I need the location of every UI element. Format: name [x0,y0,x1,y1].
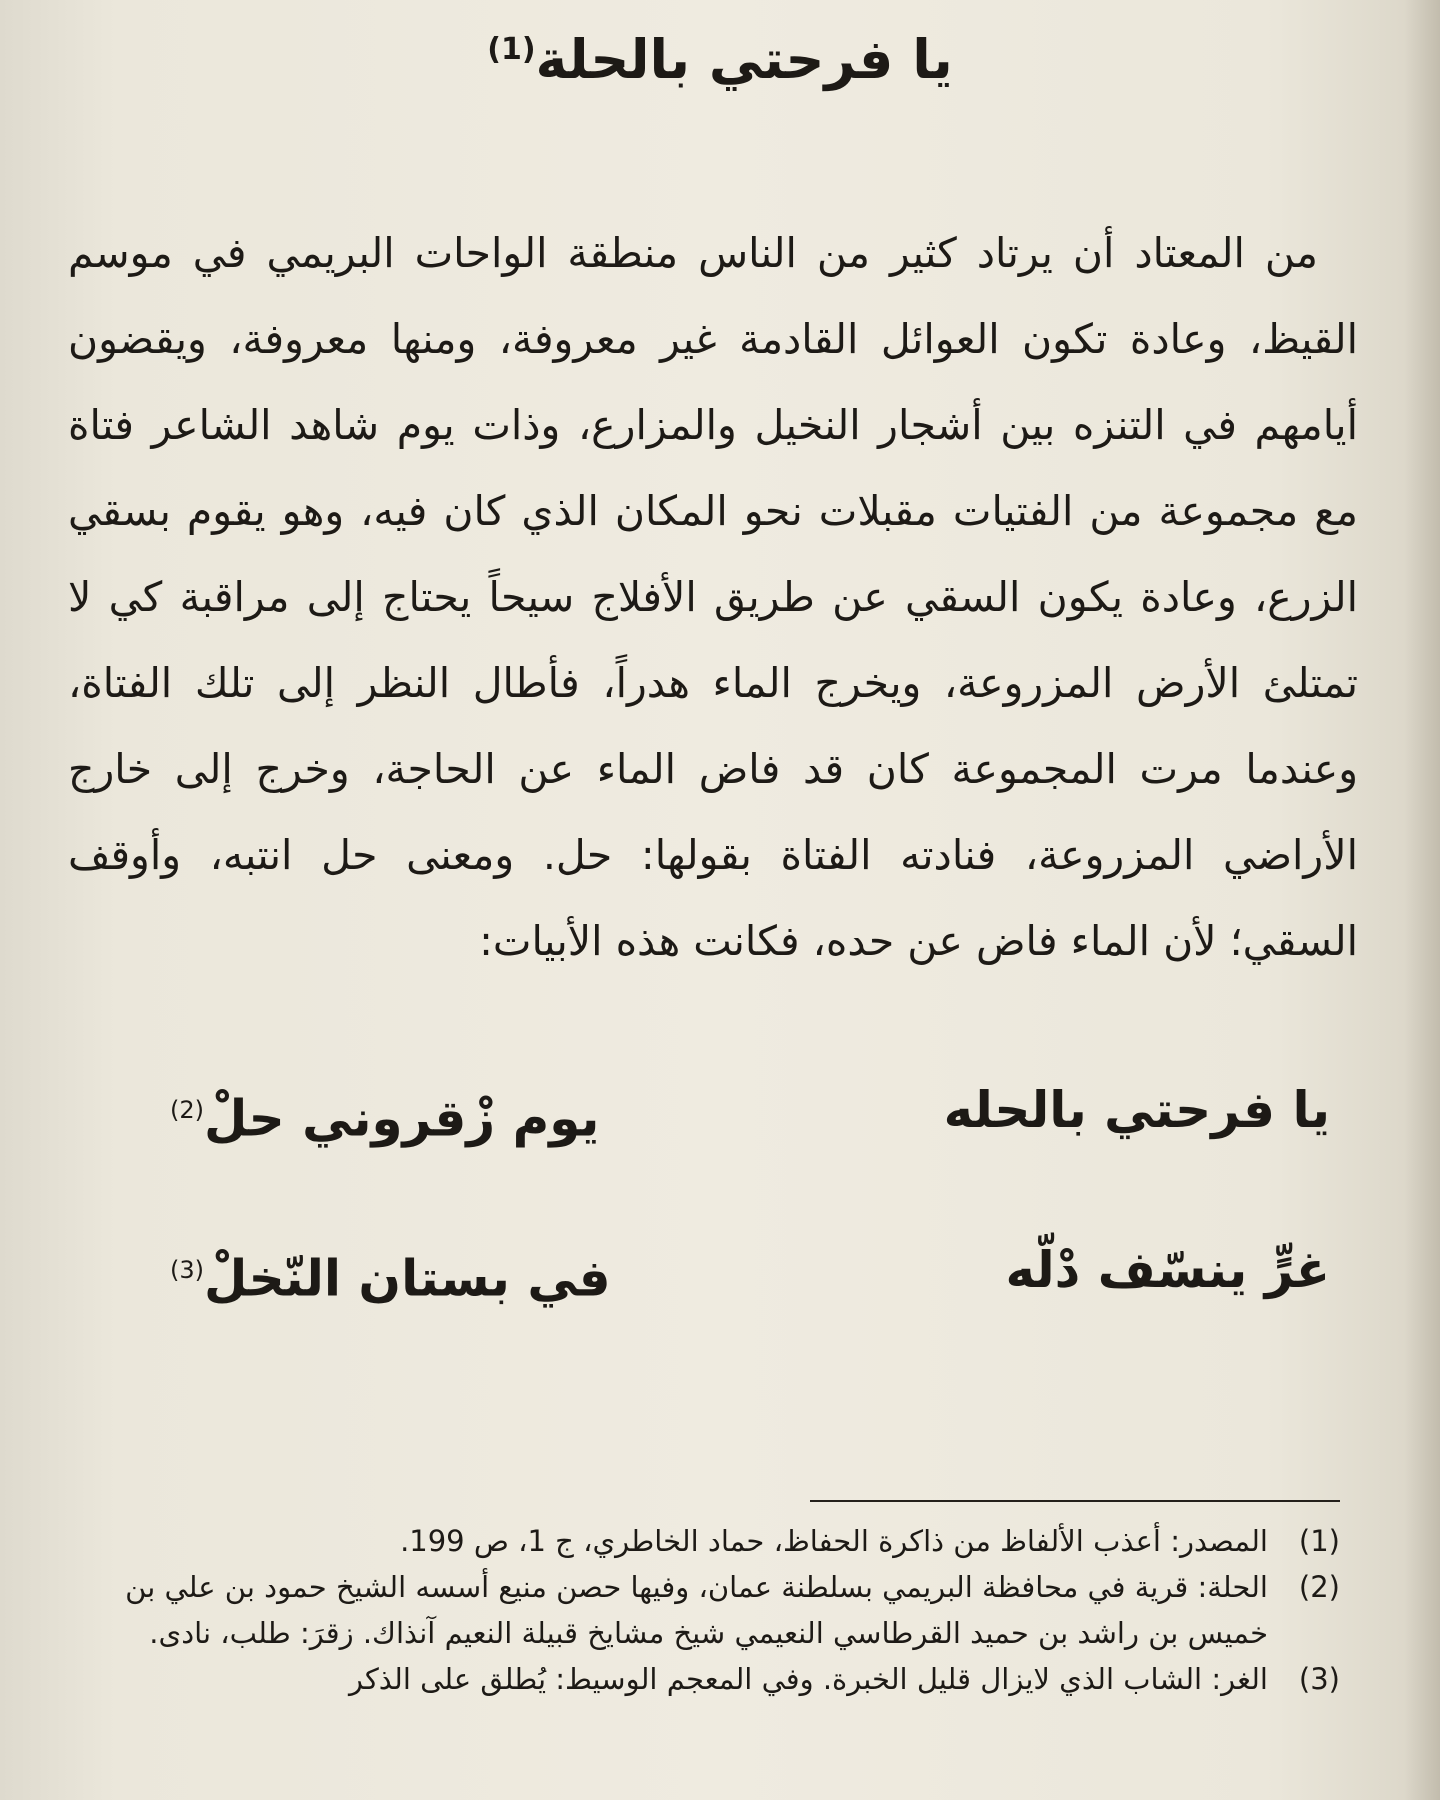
verse-1-first-hemistich: يا فرحتي بالحله [943,1081,1330,1139]
footnote-1-number: (1) [1298,1524,1340,1558]
footnote-1-text: المصدر: أعذب الألفاظ من ذاكرة الحفاظ، حماد الخاطري، ج 1، ص 199. [400,1524,1268,1558]
footnote-3 [80,1656,1340,1702]
verse-2-second-text: في بستان النّخلْ [204,1249,611,1308]
footnote-2-text: الحلة: قرية في محافظة البريمي بسلطنة عمان، وفيها حصن منيع أسسه الشيخ حمود بن علي بن خميس بن راشد بن حميد القرطاسي النعيمي شيخ مشايخ قبيلة النعيم آنذاك. زقرَ: طلب، نادى. [125,1570,1268,1650]
verse-1-second-hemistich [170,1065,599,1164]
footnote-2-number: (2) [1298,1570,1340,1604]
paragraph: من المعتاد أن يرتاد كثير من الناس منطقة الواحات البريمي في موسم القيظ، وعادة تكون العوائل القادمة غير معروفة، ومنها معروفة، ويقضون أيامهم في التنزه بين أشجار النخيل والمزارع، وذات يوم شاهد الشاعر فتاة مع مجموعة من الفتيات مقبلات نحو المكان الذي كان فيه، وهو يقوم بسقي الزرع، وعادة يكون السقي عن طريق الأفلاج سيحاً يحتاج إلى مراقبة كي لا تمتلئ الأرض المزروعة، ويخرج الماء هدراً، فأطال النظر إلى تلك الفتاة، وعندما مرت المجموعة كان قد فاض الماء عن الحاجة، وخرج إلى خارج الأراضي المزروعة، فنادته الفتاة بقولها: حل. ومعنى حل انتبه، وأوقف السقي؛ لأن الماء فاض عن حده، فكانت هذه الأبيات: [68,229,1358,965]
title-text: يا فرحتي بالحلة [535,28,953,91]
verse-1-footnote-ref: (2) [170,1096,205,1124]
body-text [68,210,1358,984]
verse-2-footnote-ref: (3) [170,1256,205,1284]
footnotes [80,1518,1340,1702]
footnote-3-number: (3) [1298,1662,1340,1696]
verse-2-first-hemistich: غرٍّ ينسّف دْلّه [1005,1241,1330,1299]
verse-line-2 [120,1225,1340,1315]
verse-1-second-text: يوم زْقروني حلْ [204,1089,600,1148]
footnote-divider [810,1500,1340,1502]
title-footnote-ref: (1) [487,32,536,67]
verse-2-second-hemistich [170,1225,611,1324]
verse-line-1 [120,1065,1340,1155]
page-title [0,10,1440,100]
spine-shadow [1404,0,1440,1800]
footnote-3-text: الغر: الشاب الذي لايزال قليل الخبرة. وفي المعجم الوسيط: يُطلق على الذكر [348,1662,1268,1696]
footnote-2 [80,1564,1340,1656]
footnote-1 [80,1518,1340,1564]
